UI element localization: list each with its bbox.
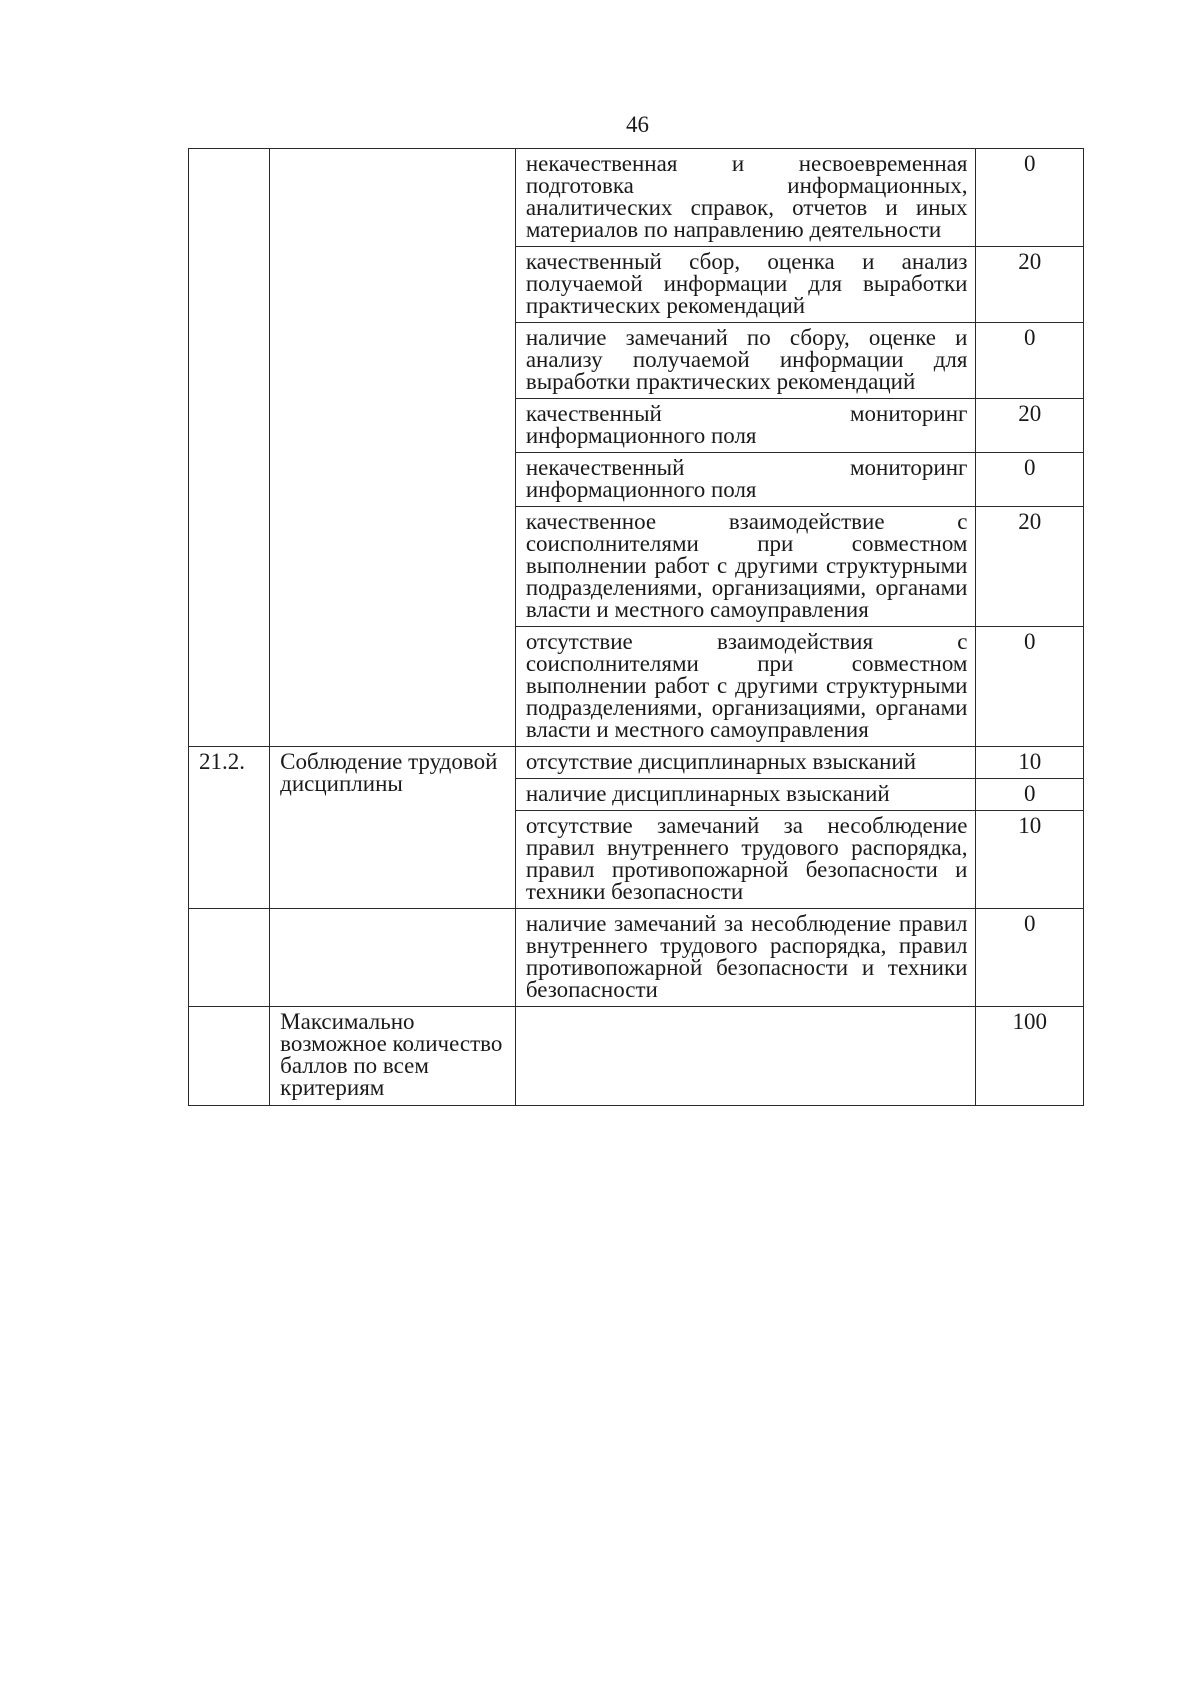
indicator-cell: отсутствие взаимодействия с соисполнителями при совместном выполнении работ с другими структурными подразделениями, организациями, органами власти и местного самоуправления: [515, 627, 976, 747]
indicator-cell: качественный сбор, оценка и анализ получаемой информации для выработки практических рекомендаций: [515, 247, 976, 323]
score-cell: 20: [976, 247, 1084, 323]
criterion-name-cell: Соблюдение трудовой дисциплины: [270, 747, 516, 909]
score-cell: 0: [976, 627, 1084, 747]
page-number: 46: [626, 112, 649, 137]
score-cell: 0: [976, 779, 1084, 811]
criterion-number-cell: [189, 149, 270, 747]
criterion-name-cell: [270, 149, 516, 747]
indicator-cell: качественное взаимодействие с соисполнителями при совместном выполнении работ с другими структурными подразделениями, организациями, органами власти и местного самоуправления: [515, 507, 976, 627]
criteria-table: [188, 148, 1084, 1106]
score-cell: 0: [976, 909, 1084, 1007]
table-row: [189, 909, 1084, 1007]
criterion-name-cell: [270, 909, 516, 1007]
indicator-cell: наличие замечаний по сбору, оценке и анализу получаемой информации для выработки практических рекомендаций: [515, 323, 976, 399]
score-cell: 20: [976, 399, 1084, 453]
indicator-cell: наличие замечаний за несоблюдение правил внутреннего трудового распорядка, правил противопожарной безопасности и техники безопасности: [515, 909, 976, 1007]
indicator-cell: некачественный мониторинг информационного поля: [515, 453, 976, 507]
table-row: [189, 149, 1084, 247]
score-cell: 0: [976, 453, 1084, 507]
total-row: [189, 1007, 1084, 1106]
criterion-number-cell: [189, 1007, 270, 1106]
indicator-cell: наличие дисциплинарных взысканий: [515, 779, 976, 811]
total-score-cell: 100: [976, 1007, 1084, 1106]
criterion-number-cell: 21.2.: [189, 747, 270, 909]
score-cell: 10: [976, 747, 1084, 779]
score-cell: 0: [976, 149, 1084, 247]
criterion-number-cell: [189, 909, 270, 1007]
indicator-cell: [515, 1007, 976, 1106]
total-label-cell: Максимально возможное количество баллов по всем критериям: [270, 1007, 516, 1106]
indicator-cell: отсутствие дисциплинарных взысканий: [515, 747, 976, 779]
indicator-cell: некачественная и несвоевременная подготовка информационных, аналитических справок, отчетов и иных материалов по направлению деятельности: [515, 149, 976, 247]
score-cell: 0: [976, 323, 1084, 399]
score-cell: 20: [976, 507, 1084, 627]
indicator-cell: отсутствие замечаний за несоблюдение правил внутреннего трудового распорядка, правил противопожарной безопасности и техники безопасности: [515, 811, 976, 909]
indicator-cell: качественный мониторинг информационного поля: [515, 399, 976, 453]
table-row: [189, 747, 1084, 779]
score-cell: 10: [976, 811, 1084, 909]
